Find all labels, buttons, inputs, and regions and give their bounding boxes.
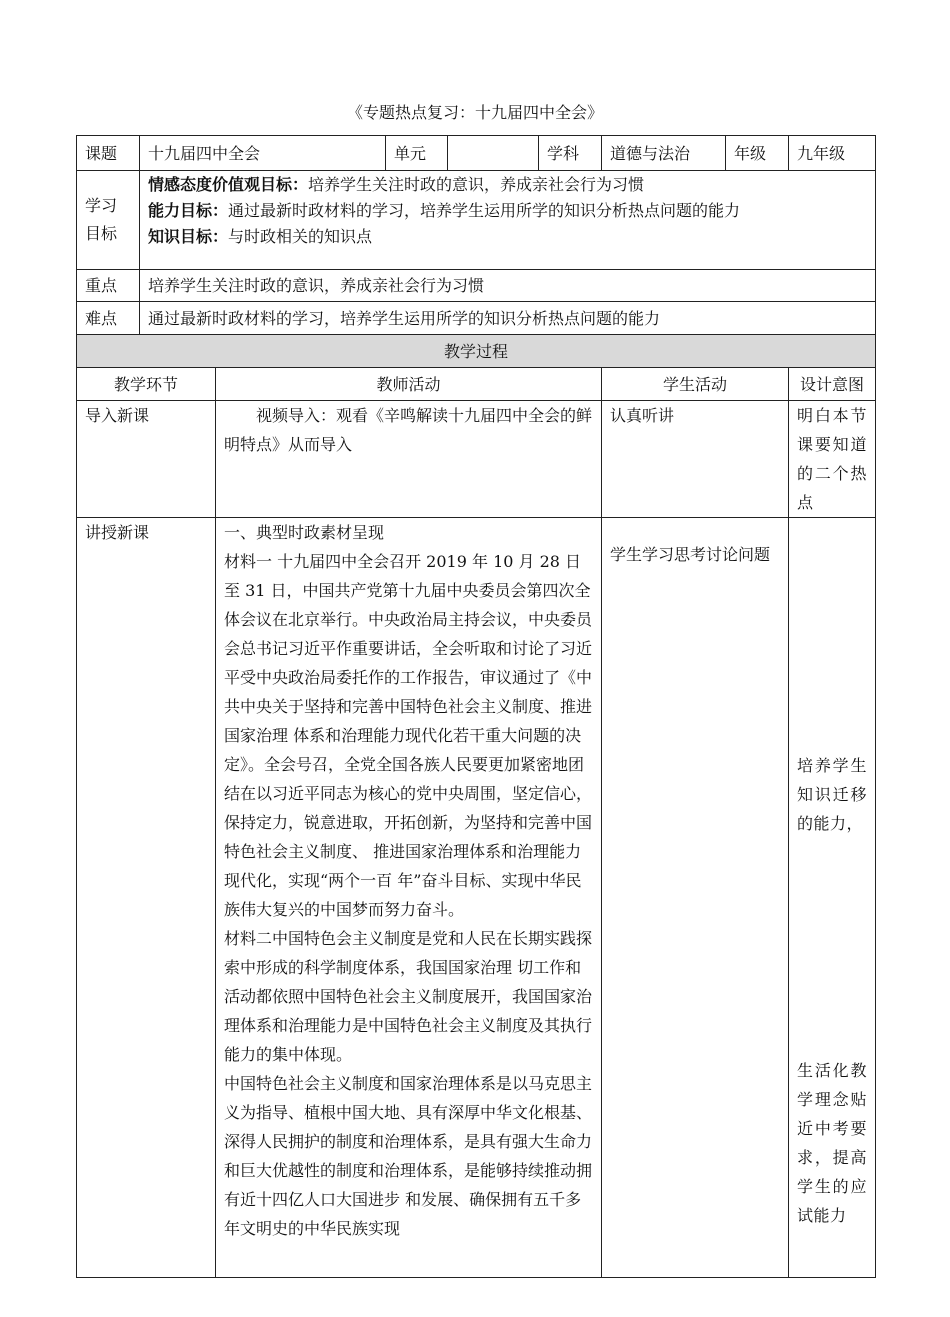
lecture-student: 学生学习思考讨论问题 [602, 518, 789, 1278]
material-three: 中国特色社会主义制度和国家治理体系是以马克思主义为指导、植根中国大地、具有深厚中华文化根基、深得人民拥护的制度和治理体系，是具有强大生命力和巨大优越性的制度和治理体系，是能够持续推动拥有近十四亿人口大国进步 和发展、确保拥有五千多年文明史的中华民族实现 [224, 1074, 593, 1238]
material-two: 材料二中国特色会主义制度是党和人民在长期实践探索中形成的科学制度体系，我国国家治理 切工作和活动都依照中国特色社会主义制度展开，我国国家治理体系和治理能力是中国特色社会主义制度及其执行能力的集中体现。 [224, 929, 593, 1064]
intro-student: 认真听讲 [602, 401, 789, 518]
intro-row [77, 401, 876, 518]
key-point-row [77, 270, 876, 302]
goal-text-attitude: 培养学生关注时政的意识，养成亲社会行为习惯 [308, 175, 645, 194]
lesson-plan-table [76, 135, 876, 1278]
difficulty-text: 通过最新时政材料的学习，培养学生运用所学的知识分析热点问题的能力 [140, 302, 876, 335]
goal-text-knowledge: 与时政相关的知识点 [228, 227, 373, 246]
column-student: 学生活动 [602, 368, 789, 401]
intro-teacher: 视频导入：观看《辛鸣解读十九届四中全会的鲜明特点》从而导入 [216, 401, 602, 518]
goal-label-knowledge: 知识目标： [148, 227, 229, 246]
difficulty-row [77, 302, 876, 335]
key-point-label: 重点 [77, 270, 140, 302]
lecture-intent-1: 培养学生知识迁移的能力， [797, 756, 868, 833]
unit-label: 单元 [386, 136, 448, 171]
column-intent: 设计意图 [789, 368, 876, 401]
process-heading: 教学过程 [77, 335, 876, 368]
lecture-heading: 一、典型时政素材呈现 [224, 523, 385, 542]
subject-label: 学科 [539, 136, 602, 171]
goals-row [77, 171, 876, 270]
goal-item-attitude [148, 172, 867, 198]
process-columns-row [77, 368, 876, 401]
header-row [77, 136, 876, 171]
goal-label-attitude: 情感态度价值观目标： [148, 175, 309, 194]
goals-label-line1: 学习 [85, 196, 118, 215]
topic-value: 十九届四中全会 [140, 136, 386, 171]
column-teacher: 教师活动 [216, 368, 602, 401]
difficulty-label: 难点 [77, 302, 140, 335]
material-one: 材料一 十九届四中全会召开 2019 年 10 月 28 日至 31 日，中国共产党第十九届中央委员会第四次全体会议在北京举行。中央政治局主持会议，中央委员会总书记习近平作重要讲话，全会听取和讨论了习近平受中央政治局委托作的工作报告，审议通过了《中共中央关于坚持和完善中国特色社会主义制度、推进国家治理 体系和治理能力现代化若干重大问题的决定》。全会号召，全党全国各族人民要更加紧密地团结在以习近平同志为核心的党中央周围，坚定信心，保持定力，锐意进取，开拓创新，为坚持和完善中国特色社会主义制度、 推进国家治理体系和治理能力现代化，实现“两个一百 年”奋斗目标、实现中华民族伟大复兴的中国梦而努力奋斗。 [224, 552, 593, 919]
goal-item-ability [148, 198, 867, 224]
goal-label-ability: 能力目标： [148, 201, 229, 220]
grade-value: 九年级 [789, 136, 876, 171]
lecture-row [77, 518, 876, 1278]
goals-content [140, 171, 876, 270]
lecture-intent-2: 生活化教学理念贴近中考要求，提高学生的应试能力 [797, 1061, 868, 1225]
goals-label [77, 171, 140, 270]
lecture-teacher [216, 518, 602, 1278]
intro-stage: 导入新课 [77, 401, 216, 518]
goals-label-line2: 目标 [85, 224, 118, 243]
column-stage: 教学环节 [77, 368, 216, 401]
goal-text-ability: 通过最新时政材料的学习，培养学生运用所学的知识分析热点问题的能力 [228, 201, 741, 220]
unit-value [448, 136, 539, 171]
goal-item-knowledge [148, 224, 867, 250]
intro-intent: 明白本节课要知道的二个热点 [789, 401, 876, 518]
lecture-stage: 讲授新课 [77, 518, 216, 1278]
lecture-intent [789, 518, 876, 1278]
subject-value: 道德与法治 [602, 136, 726, 171]
grade-label: 年级 [726, 136, 789, 171]
document-title: 《专题热点复习：十九届四中全会》 [346, 103, 603, 122]
topic-label: 课题 [77, 136, 140, 171]
key-point-text: 培养学生关注时政的意识，养成亲社会行为习惯 [140, 270, 876, 302]
process-heading-row [77, 335, 876, 368]
